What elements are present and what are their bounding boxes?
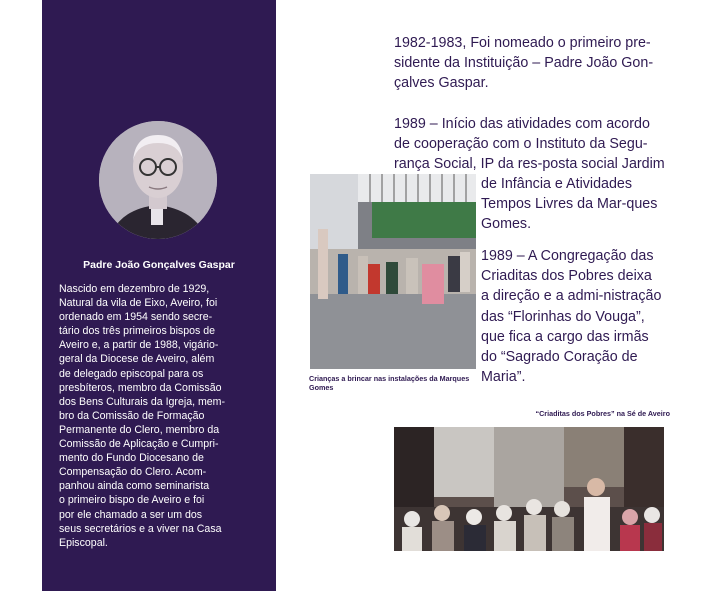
bio-line: presbíteros, membro da Comissão <box>59 381 222 394</box>
bio-line: Episcopal. <box>59 536 108 549</box>
bio-line: panhou ainda como seminarista <box>59 480 210 493</box>
text-line: Maria”. <box>481 369 526 386</box>
text-line: 1989 – A Congregação das <box>481 248 654 264</box>
bio-line: Natural da vila de Eixo, Aveiro, foi <box>59 297 218 310</box>
bio-text <box>59 282 272 550</box>
photo-caption-children: Crianças a brincar nas instalações da Marques Gomes <box>309 374 470 392</box>
bio-line: ordenado em 1954 sendo secre- <box>59 311 213 324</box>
text-line: Criaditas dos Pobres deixa <box>481 268 652 285</box>
text-line: de Infância e Atividades <box>481 176 633 192</box>
text-line: Tempos Livres da Mar-ques <box>481 196 658 213</box>
playground-photo <box>310 174 476 369</box>
bio-name: Padre João Gonçalves Gaspar <box>83 259 235 271</box>
bio-line: mento do Fundo Diocesano de <box>59 452 204 465</box>
bio-line: Permanente do Clero, membro da <box>59 423 220 436</box>
bio-line: tário dos três primeiros bispos de <box>59 325 216 338</box>
photo-caption-criaditas: “Criaditas dos Pobres” na Sé de Aveiro <box>535 409 670 418</box>
text-line: çalves Gaspar. <box>394 75 489 92</box>
bio-line: por ele chamado a ser um dos <box>59 508 203 521</box>
bio-line: seus secretários e a viver na Casa <box>59 522 222 535</box>
text-line: sidente da Instituição – Padre João Gon- <box>394 55 654 72</box>
cathedral-photo <box>394 427 664 551</box>
bio-line: o primeiro bispo de Aveiro e foi <box>59 494 205 507</box>
text-line: rança Social, IP da res-posta social Jardim <box>394 156 665 173</box>
bio-line: bro da Comissão de Formação <box>59 409 205 422</box>
text-line: a direção e a admi-nistração <box>481 288 662 305</box>
bio-line: geral da Diocese de Aveiro, além <box>59 353 215 366</box>
text-line: das “Florinhas do Vouga”, <box>481 308 645 325</box>
text-line: de cooperação com o Instituto da Segu- <box>394 136 648 153</box>
text-line: 1989 – Início das atividades com acordo <box>394 116 650 132</box>
bio-line: de delegado episcopal para os <box>59 367 204 380</box>
portrait-photo <box>99 121 217 239</box>
bio-line: Compensação do Clero. Acom- <box>59 466 207 479</box>
bio-line: Aveiro e, a partir de 1988, vigário- <box>59 339 219 352</box>
paragraph-1989-a <box>394 114 665 175</box>
text-line: que fica a cargo das irmãs <box>481 328 649 345</box>
text-line: 1982-1983, Foi nomeado o primeiro pre- <box>394 35 651 51</box>
paragraph-1989-b <box>481 246 661 387</box>
bio-line: Nascido em dezembro de 1929, <box>59 283 210 295</box>
text-line: do “Sagrado Coração de <box>481 349 638 366</box>
paragraph-1989-a-continued <box>481 174 657 235</box>
paragraph-1982 <box>394 33 653 94</box>
text-line: Gomes. <box>481 216 532 233</box>
bio-line: Comissão de Aplicação e Cumpri- <box>59 438 219 451</box>
bio-line: dos Bens Culturais da Igreja, mem- <box>59 395 226 408</box>
